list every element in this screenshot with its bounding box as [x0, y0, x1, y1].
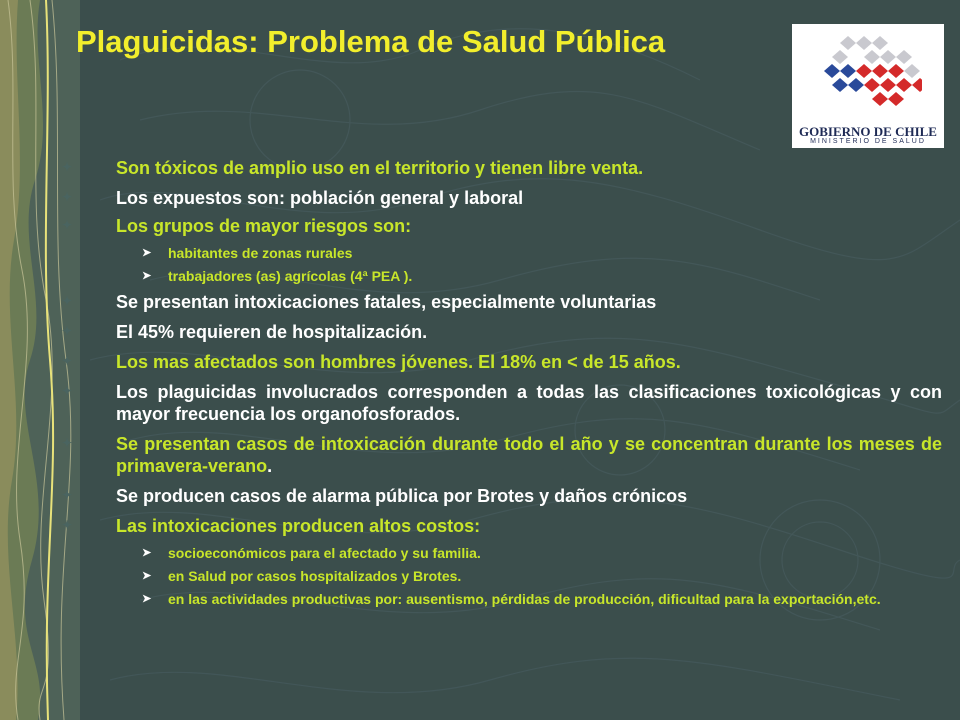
emblem-diamond [856, 64, 872, 78]
emblem-diamond [840, 64, 856, 78]
sub-bullet-item [62, 591, 942, 608]
star-bullet-icon: ✦ [62, 160, 73, 174]
star-bullet-icon: ✦ [62, 354, 73, 368]
bullet-text: Se presentan intoxicaciones fatales, especialmente voluntarias [116, 292, 657, 312]
slide-title: Plaguicidas: Problema de Salud Pública [76, 24, 666, 59]
star-bullet-icon: ✦ [62, 518, 73, 532]
bullet-text: Los expuestos son: población general y laboral [116, 188, 524, 208]
bullet-text: Las intoxicaciones producen altos costos: [116, 516, 481, 536]
emblem-diamond [880, 78, 896, 92]
emblem-diamond [888, 92, 904, 106]
bullet-item [62, 187, 942, 209]
bullet-text: en las actividades productivas por: ausentismo, pérdidas de producción, dificultad para la exportación,etc. [168, 591, 881, 607]
emblem-diamond [872, 64, 888, 78]
bullet-text: Son tóxicos de amplio uso en el territorio y tienen libre venta. [116, 158, 644, 178]
emblem-diamond [848, 78, 864, 92]
bullet-item [62, 433, 942, 477]
logo-subtitle: MINISTERIO DE SALUD [810, 138, 926, 145]
bullet-text: Se presentan casos de intoxicación durante todo el año y se concentran durante los meses de primavera-verano [116, 434, 942, 476]
bullet-text: trabajadores (as) agrícolas (4ª PEA ). [168, 268, 413, 284]
bullet-item [62, 485, 942, 507]
bullet-item [62, 157, 942, 179]
bullet-list [62, 157, 942, 614]
bullet-text: habitantes de zonas rurales [168, 245, 353, 261]
logo-name: GOBIERNO DE CHILE [799, 124, 937, 139]
emblem-diamond [832, 78, 848, 92]
emblem-diamond [904, 64, 920, 78]
emblem-diamond [896, 78, 912, 92]
emblem-diamond [888, 64, 904, 78]
bullet-text-suffix: . [267, 456, 273, 476]
star-bullet-icon: ✦ [62, 190, 73, 204]
star-bullet-icon: ✦ [62, 488, 73, 502]
emblem-diamond [840, 36, 856, 50]
bullet-text: El 45% requieren de hospitalización. [116, 322, 428, 342]
emblem-diamond [872, 36, 888, 50]
bullet-item [62, 291, 942, 313]
arrow-bullet-icon: ➤ [142, 247, 152, 259]
emblem-diamond [896, 50, 912, 64]
bullet-text: en Salud por casos hospitalizados y Brotes. [168, 568, 462, 584]
bullet-text: Se producen casos de alarma pública por Brotes y daños crónicos [116, 486, 688, 506]
sub-bullet-item [62, 245, 942, 262]
bullet-text: Los plaguicidas involucrados corresponden a todas las clasificaciones toxicológicas y con mayor frecuencia los organofosforados. [116, 382, 942, 424]
emblem-diamond [912, 78, 922, 92]
star-bullet-icon: ✦ [62, 436, 73, 450]
arrow-bullet-icon: ➤ [142, 270, 152, 282]
emblem-diamond [864, 50, 880, 64]
bullet-item [62, 381, 942, 425]
star-bullet-icon: ✦ [62, 384, 73, 398]
arrow-bullet-icon: ➤ [142, 570, 152, 582]
bullet-text: Los mas afectados son hombres jóvenes. El 18% en < de 15 años. [116, 352, 681, 372]
emblem-diamond [872, 92, 888, 106]
sub-bullet-item [62, 545, 942, 562]
chile-government-emblem-icon [814, 28, 922, 124]
sub-bullet-item [62, 268, 942, 285]
bullet-item [62, 515, 942, 537]
sub-bullet-item [62, 568, 942, 585]
emblem-diamond [856, 36, 872, 50]
bullet-item [62, 351, 942, 373]
star-bullet-icon: ✦ [62, 294, 73, 308]
emblem-diamond [864, 78, 880, 92]
government-logo [792, 24, 944, 148]
emblem-diamond [880, 50, 896, 64]
bullet-item [62, 321, 942, 343]
bullet-text: Los grupos de mayor riesgos son: [116, 216, 412, 236]
bullet-item [62, 215, 942, 237]
star-bullet-icon: ✦ [62, 218, 73, 232]
emblem-diamond [824, 64, 840, 78]
arrow-bullet-icon: ➤ [142, 547, 152, 559]
emblem-diamond [832, 50, 848, 64]
arrow-bullet-icon: ➤ [142, 593, 152, 605]
star-bullet-icon: ✦ [62, 324, 73, 338]
bullet-text: socioeconómicos para el afectado y su familia. [168, 545, 481, 561]
